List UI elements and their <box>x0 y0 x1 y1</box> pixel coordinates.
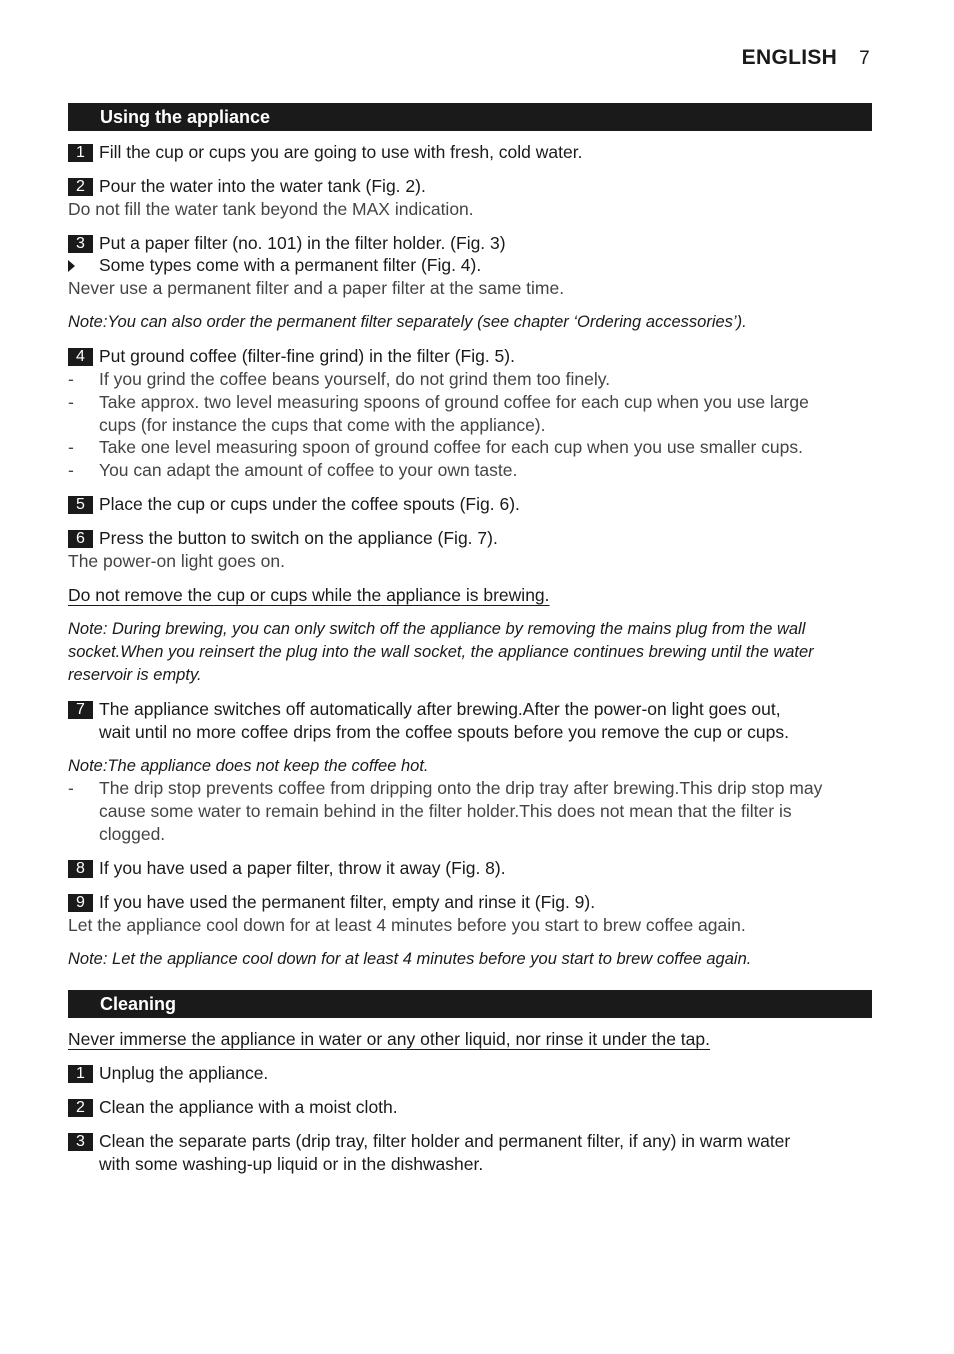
step-8 <box>68 857 909 880</box>
step-number: 2 <box>68 178 93 196</box>
step-number: 1 <box>68 144 93 162</box>
step-text: Fill the cup or cups you are going to use with fresh, cold water. <box>99 142 583 162</box>
dash-item-continued <box>68 823 909 846</box>
step-number: 2 <box>68 1099 93 1117</box>
note: Note:The appliance does not keep the coffee hot. <box>68 757 429 775</box>
dash-mark: - <box>68 460 74 480</box>
step-text: The appliance switches off automatically after brewing.After the power-on light goes out, <box>99 699 781 719</box>
warning-text: Never immerse the appliance in water or any other liquid, nor rinse it under the tap. <box>68 1029 710 1049</box>
step-text: Clean the appliance with a moist cloth. <box>99 1097 398 1117</box>
paragraph: The power-on light goes on. <box>68 551 285 571</box>
dash-item <box>68 368 909 391</box>
step-text: Clean the separate parts (drip tray, filter holder and permanent filter, if any) in warm water <box>99 1131 791 1151</box>
paragraph: Never use a permanent filter and a paper filter at the same time. <box>68 278 565 298</box>
section-heading-using: Using the appliance <box>68 103 872 131</box>
step-7-continued: wait until no more coffee drips from the coffee spouts before you remove the cup or cups. <box>99 722 790 742</box>
step-5 <box>68 493 909 516</box>
dash-text: The drip stop prevents coffee from dripping onto the drip tray after brewing.This drip stop may <box>99 778 823 798</box>
note-continued: reservoir is empty. <box>68 666 202 684</box>
triangle-bullet-icon <box>68 260 75 272</box>
note-continued: socket.When you reinsert the plug into the wall socket, the appliance continues brewing until the water <box>68 643 814 661</box>
dash-item <box>68 777 909 800</box>
paragraph: Let the appliance cool down for at least 4 minutes before you start to brew coffee again. <box>68 915 746 935</box>
dash-mark: - <box>68 778 74 798</box>
dash-text: You can adapt the amount of coffee to your own taste. <box>99 460 518 480</box>
cleaning-step-1 <box>68 1062 909 1085</box>
step-3 <box>68 232 909 255</box>
page-number: 7 <box>859 48 870 69</box>
section-heading-cleaning: Cleaning <box>68 990 872 1018</box>
step-text: If you have used the permanent filter, empty and rinse it (Fig. 9). <box>99 892 596 912</box>
dash-item <box>68 391 909 414</box>
step-6 <box>68 527 909 550</box>
dash-item-continued <box>68 414 909 437</box>
warning <box>68 1028 878 1051</box>
step-9 <box>68 891 909 914</box>
cleaning-step-3 <box>68 1130 909 1153</box>
cleaning-step-2 <box>68 1096 909 1119</box>
dash-text: cause some water to remain behind in the filter holder.This does not mean that the filter is <box>99 801 792 821</box>
note: Note: During brewing, you can only switch off the appliance by removing the mains plug from the wall <box>68 620 806 638</box>
dash-item-continued <box>68 800 909 823</box>
page-header <box>742 46 870 70</box>
dash-text: clogged. <box>99 824 166 844</box>
step-number: 9 <box>68 894 93 912</box>
step-2 <box>68 175 909 198</box>
language-label: ENGLISH <box>741 46 838 69</box>
warning <box>68 584 878 607</box>
dash-text: cups (for instance the cups that come with the appliance). <box>99 415 546 435</box>
step-number: 5 <box>68 496 93 514</box>
dash-text: If you grind the coffee beans yourself, do not grind them too finely. <box>99 369 611 389</box>
step-text: Put a paper filter (no. 101) in the filter holder. (Fig. 3) <box>99 233 506 253</box>
step-4 <box>68 345 909 368</box>
step-text: Place the cup or cups under the coffee spouts (Fig. 6). <box>99 494 520 514</box>
step-number: 1 <box>68 1065 93 1083</box>
dash-text: Take one level measuring spoon of ground coffee for each cup when you use smaller cups. <box>99 437 803 457</box>
dash-mark: - <box>68 392 74 412</box>
dash-item <box>68 436 909 459</box>
warning-text: Do not remove the cup or cups while the appliance is brewing. <box>68 585 550 605</box>
paragraph: Do not fill the water tank beyond the MAX indication. <box>68 199 474 219</box>
step-text: If you have used a paper filter, throw it away (Fig. 8). <box>99 858 506 878</box>
note: Note: Let the appliance cool down for at least 4 minutes before you start to brew coffee again. <box>68 950 752 968</box>
dash-text: Take approx. two level measuring spoons of ground coffee for each cup when you use large <box>99 392 809 412</box>
step-text: Pour the water into the water tank (Fig. 2). <box>99 176 426 196</box>
dash-mark: - <box>68 437 74 457</box>
step-7 <box>68 698 909 721</box>
step-text: Unplug the appliance. <box>99 1063 269 1083</box>
step-text: Press the button to switch on the appliance (Fig. 7). <box>99 528 498 548</box>
step-number: 3 <box>68 235 93 253</box>
note: Note:You can also order the permanent filter separately (see chapter ‘Ordering accessories’). <box>68 313 747 331</box>
step-1 <box>68 141 909 164</box>
step-number: 6 <box>68 530 93 548</box>
step-number: 3 <box>68 1133 93 1151</box>
step-number: 7 <box>68 701 93 719</box>
step-number: 4 <box>68 348 93 366</box>
cleaning-step-3-continued: with some washing-up liquid or in the dishwasher. <box>99 1154 484 1174</box>
step-text: Put ground coffee (filter-fine grind) in the filter (Fig. 5). <box>99 346 515 366</box>
bullet-text: Some types come with a permanent filter (Fig. 4). <box>99 255 482 275</box>
step-number: 8 <box>68 860 93 878</box>
dash-mark: - <box>68 369 74 389</box>
bullet-item <box>68 254 909 277</box>
dash-item <box>68 459 909 482</box>
